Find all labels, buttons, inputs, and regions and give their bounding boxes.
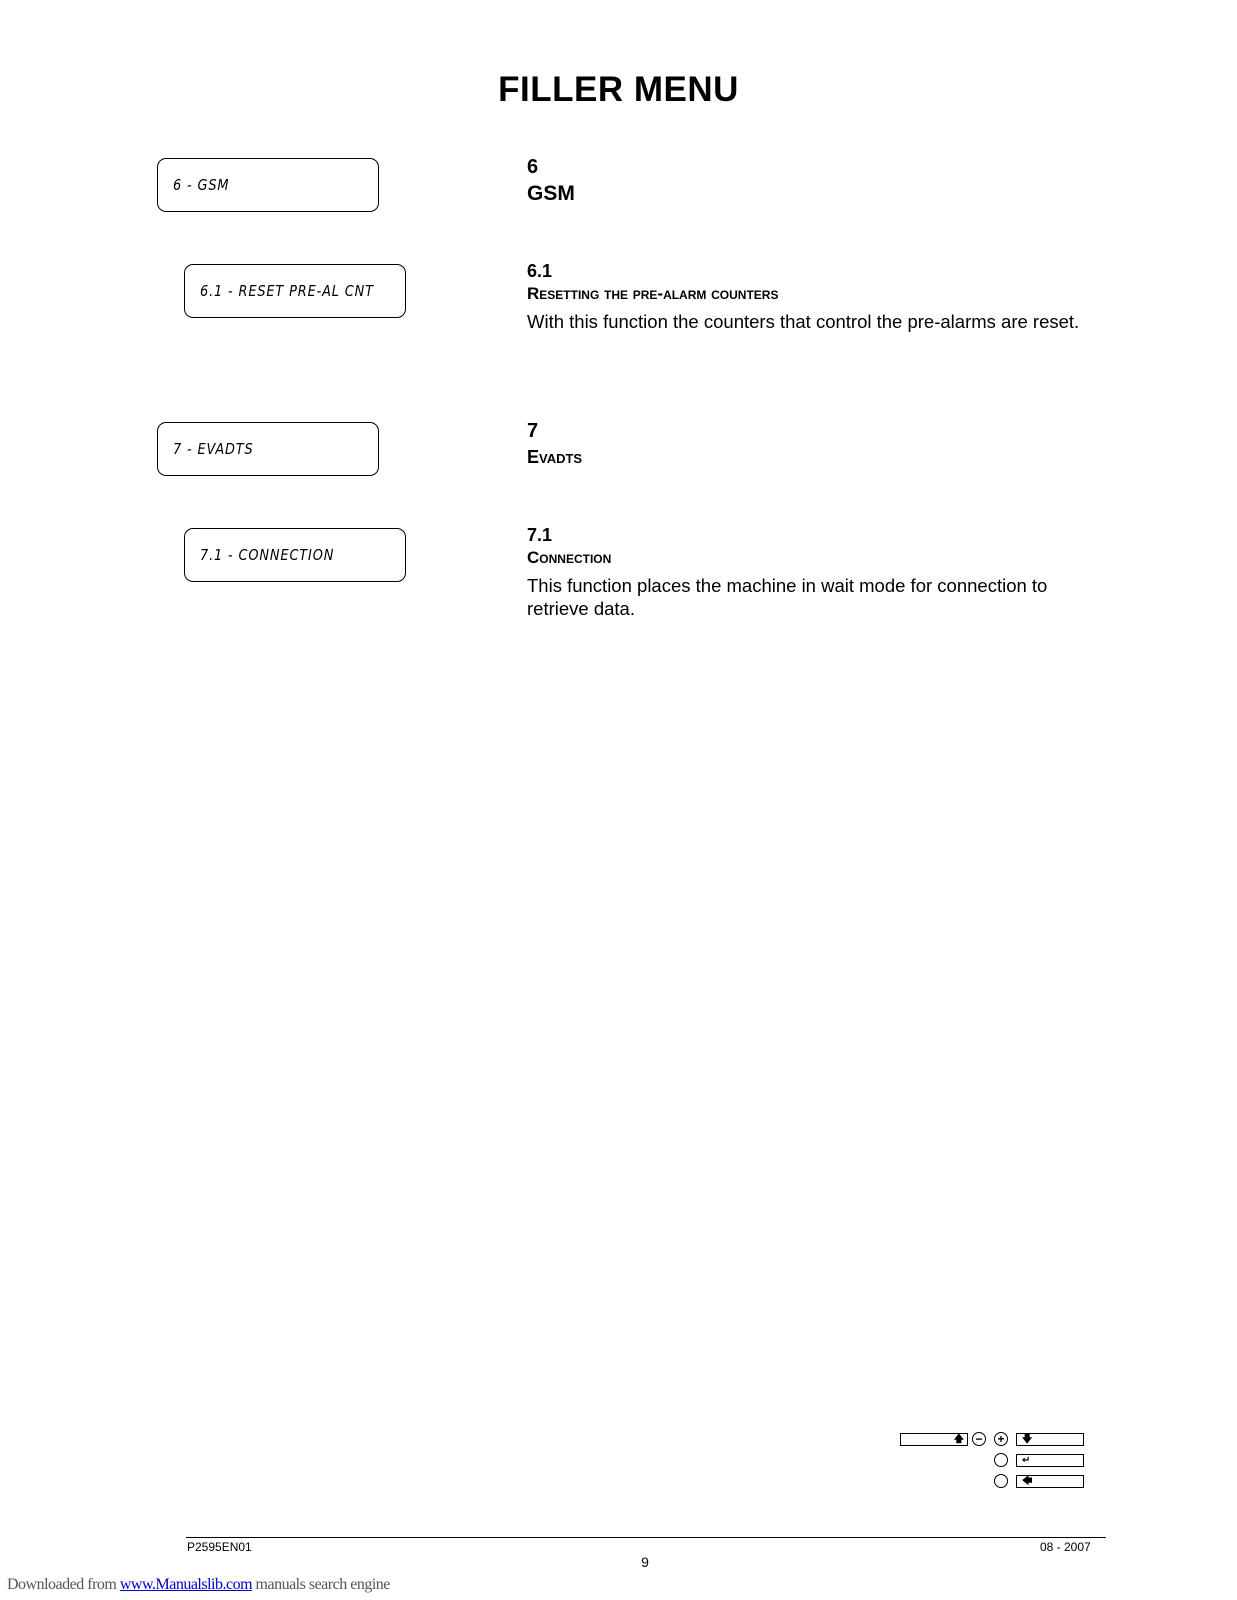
enter-key (1016, 1454, 1084, 1467)
lcd-display-text: 7 - EVADTS (173, 440, 254, 458)
lcd-display-connection (184, 528, 406, 582)
doc-code: P2595EN01 (187, 1540, 252, 1554)
download-suffix: manuals search engine (252, 1576, 390, 1593)
section-description: With this function the counters that control the pre-alarms are reset. (527, 311, 1080, 332)
lcd-display-gsm (157, 158, 379, 212)
up-key (900, 1433, 968, 1446)
lcd-display-evadts (157, 422, 379, 476)
lcd-display-text: 6 - GSM (173, 176, 230, 194)
section-title: Resetting the pre-alarm counters (527, 284, 779, 303)
section-number: 7 (527, 420, 539, 442)
section-title: GSM (527, 182, 575, 205)
lcd-display-reset-pre-al (184, 264, 406, 318)
section-number: 6 (527, 156, 539, 178)
page-title: FILLER MENU (498, 70, 739, 109)
section-number: 6.1 (527, 261, 553, 281)
section-description: This function places the machine in wait mode for connection to retrieve data. (527, 575, 1048, 619)
section-title: Connection (527, 548, 612, 567)
manualslib-link[interactable]: www.Manualslib.com (119, 1576, 253, 1593)
lcd-display-text: 7.1 - CONNECTION (200, 546, 335, 564)
download-note (7, 1576, 390, 1594)
download-prefix: Downloaded from (7, 1576, 120, 1593)
option-circle (994, 1453, 1008, 1467)
section-title: Evadts (527, 447, 583, 467)
page-number: 9 (641, 1554, 649, 1570)
down-key (1016, 1433, 1084, 1446)
arrow-up-icon: 🡅 (953, 1434, 964, 1445)
back-arrow-icon: 🡄 (1022, 1476, 1033, 1487)
doc-date: 08 - 2007 (1040, 1540, 1091, 1554)
back-key (1016, 1475, 1084, 1488)
option-circle (994, 1474, 1008, 1488)
footer-divider (186, 1537, 1106, 1538)
lcd-display-text: 6.1 - RESET PRE-AL CNT (200, 282, 374, 300)
enter-icon: ↵ (1022, 1455, 1031, 1466)
section-number: 7.1 (527, 525, 553, 545)
arrow-down-icon: 🡇 (1022, 1434, 1033, 1445)
plus-circle-icon: + (994, 1432, 1008, 1446)
minus-circle-icon: − (972, 1432, 986, 1446)
